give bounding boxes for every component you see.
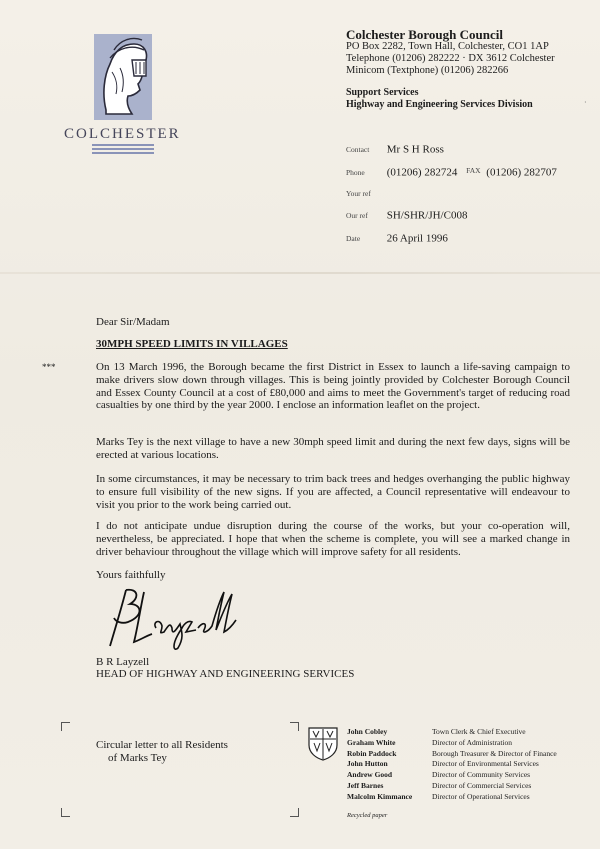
council-address: [346, 41, 555, 77]
logo-stripes: [92, 144, 154, 156]
body-paragraph: On 13 March 1996, the Borough became the first District in Essex to launch a life-saving campaign to make drivers slow down through villages. This is being jointly provided by Colchester Borough Council and Essex County Council at a cost of £80,000 and aims to meet the Government's target of reducing road casualties by one third by the year 2000. I enclose an information leaflet on the project.: [96, 361, 570, 412]
officers-list: [347, 727, 557, 803]
window-corner: [290, 722, 299, 731]
logo-wordmark: COLCHESTER: [64, 126, 181, 142]
officer-role: Director of Environmental Services: [432, 759, 539, 769]
officer-row: [347, 738, 557, 749]
our-ref-label: Our ref: [346, 210, 368, 220]
fax-label: FAX: [466, 166, 481, 175]
date-label: Date: [346, 233, 361, 243]
body-paragraph: I do not anticipate undue disruption during the course of the works, but your co-operation will, nevertheless, be appreciated. I hope that when the scheme is complete, you will see a marked change in driver behaviour throughout the village which will improve safety for all residents.: [96, 520, 570, 558]
colchester-helmet-logo: [92, 32, 154, 124]
borough-crest-icon: [308, 727, 338, 761]
subject-heading: 30MPH SPEED LIMITS IN VILLAGES: [96, 338, 288, 350]
window-corner: [61, 722, 70, 731]
recycled-paper-note: Recycled paper: [347, 812, 388, 819]
our-ref-value: SH/SHR/JH/C008: [386, 209, 468, 222]
handwritten-signature: [104, 582, 244, 654]
officer-name: John Hutton: [347, 759, 388, 769]
officer-row: [347, 759, 557, 770]
phone-row: [346, 166, 557, 178]
our-ref-row: [346, 209, 467, 221]
officer-role: Borough Treasurer & Director of Finance: [432, 748, 557, 758]
date-value: 26 April 1996: [386, 232, 448, 245]
salutation: Dear Sir/Madam: [96, 316, 170, 328]
officer-name: Robin Paddock: [347, 748, 397, 758]
address-line: PO Box 2282, Town Hall, Colchester, CO1 1AP: [346, 41, 549, 52]
contact-value: Mr S H Ross: [386, 143, 444, 156]
body-paragraph: In some circumstances, it may be necessary to trim back trees and hedges overhanging the public highway to ensure full visibility of the new signs. If you are affected, a Council representative will endeavour to visit you prior to the work being carried out.: [96, 473, 570, 511]
your-ref-label: Your ref: [346, 188, 371, 198]
division-title: Highway and Engineering Services Division: [346, 99, 533, 110]
stray-mark: ·: [584, 98, 587, 107]
recipient-line-1: Circular letter to all Residents: [96, 739, 228, 751]
window-corner: [290, 808, 299, 817]
support-services-title: Support Services: [346, 87, 419, 98]
contact-label: Contact: [346, 144, 370, 154]
officer-name: Andrew Good: [347, 770, 393, 780]
officer-name: John Cobley: [347, 727, 388, 736]
phone-value: (01206) 282724: [386, 166, 458, 179]
officer-name: Malcolm Kimmance: [347, 791, 413, 801]
officer-row: [347, 770, 557, 781]
officer-row: [347, 727, 557, 738]
officer-role: Director of Operational Services: [432, 791, 530, 801]
recipient-line-2: of Marks Tey: [108, 752, 167, 764]
officer-name: Jeff Barnes: [347, 780, 384, 790]
officer-row: [347, 792, 557, 803]
window-corner: [61, 808, 70, 817]
officer-row: [347, 781, 557, 792]
signer-title: HEAD OF HIGHWAY AND ENGINEERING SERVICES: [96, 668, 355, 680]
officer-role: Town Clerk & Chief Executive: [432, 727, 526, 736]
address-line: Minicom (Textphone) (01206) 282266: [346, 65, 509, 76]
fold-line: [0, 272, 600, 274]
officer-role: Director of Commercial Services: [432, 780, 532, 790]
address-line: Telephone (01206) 282222 · DX 3612 Colchester: [346, 53, 555, 64]
fax-value: (01206) 282707: [486, 166, 557, 179]
phone-label: Phone: [346, 167, 365, 177]
contact-row: [346, 143, 444, 155]
body-paragraph: Marks Tey is the next village to have a new 30mph speed limit and during the next few days, signs will be erected at various locations.: [96, 436, 570, 461]
council-name: Colchester Borough Council: [346, 27, 503, 42]
officer-row: [347, 749, 557, 760]
margin-mark: ***: [42, 362, 56, 372]
officer-role: Director of Administration: [432, 737, 512, 747]
your-ref-row: [346, 187, 384, 199]
officer-name: Graham White: [347, 737, 396, 747]
officer-role: Director of Community Services: [432, 770, 531, 780]
closing: Yours faithfully: [96, 569, 166, 581]
date-row: [346, 232, 448, 244]
signer-name: B R Layzell: [96, 656, 150, 668]
